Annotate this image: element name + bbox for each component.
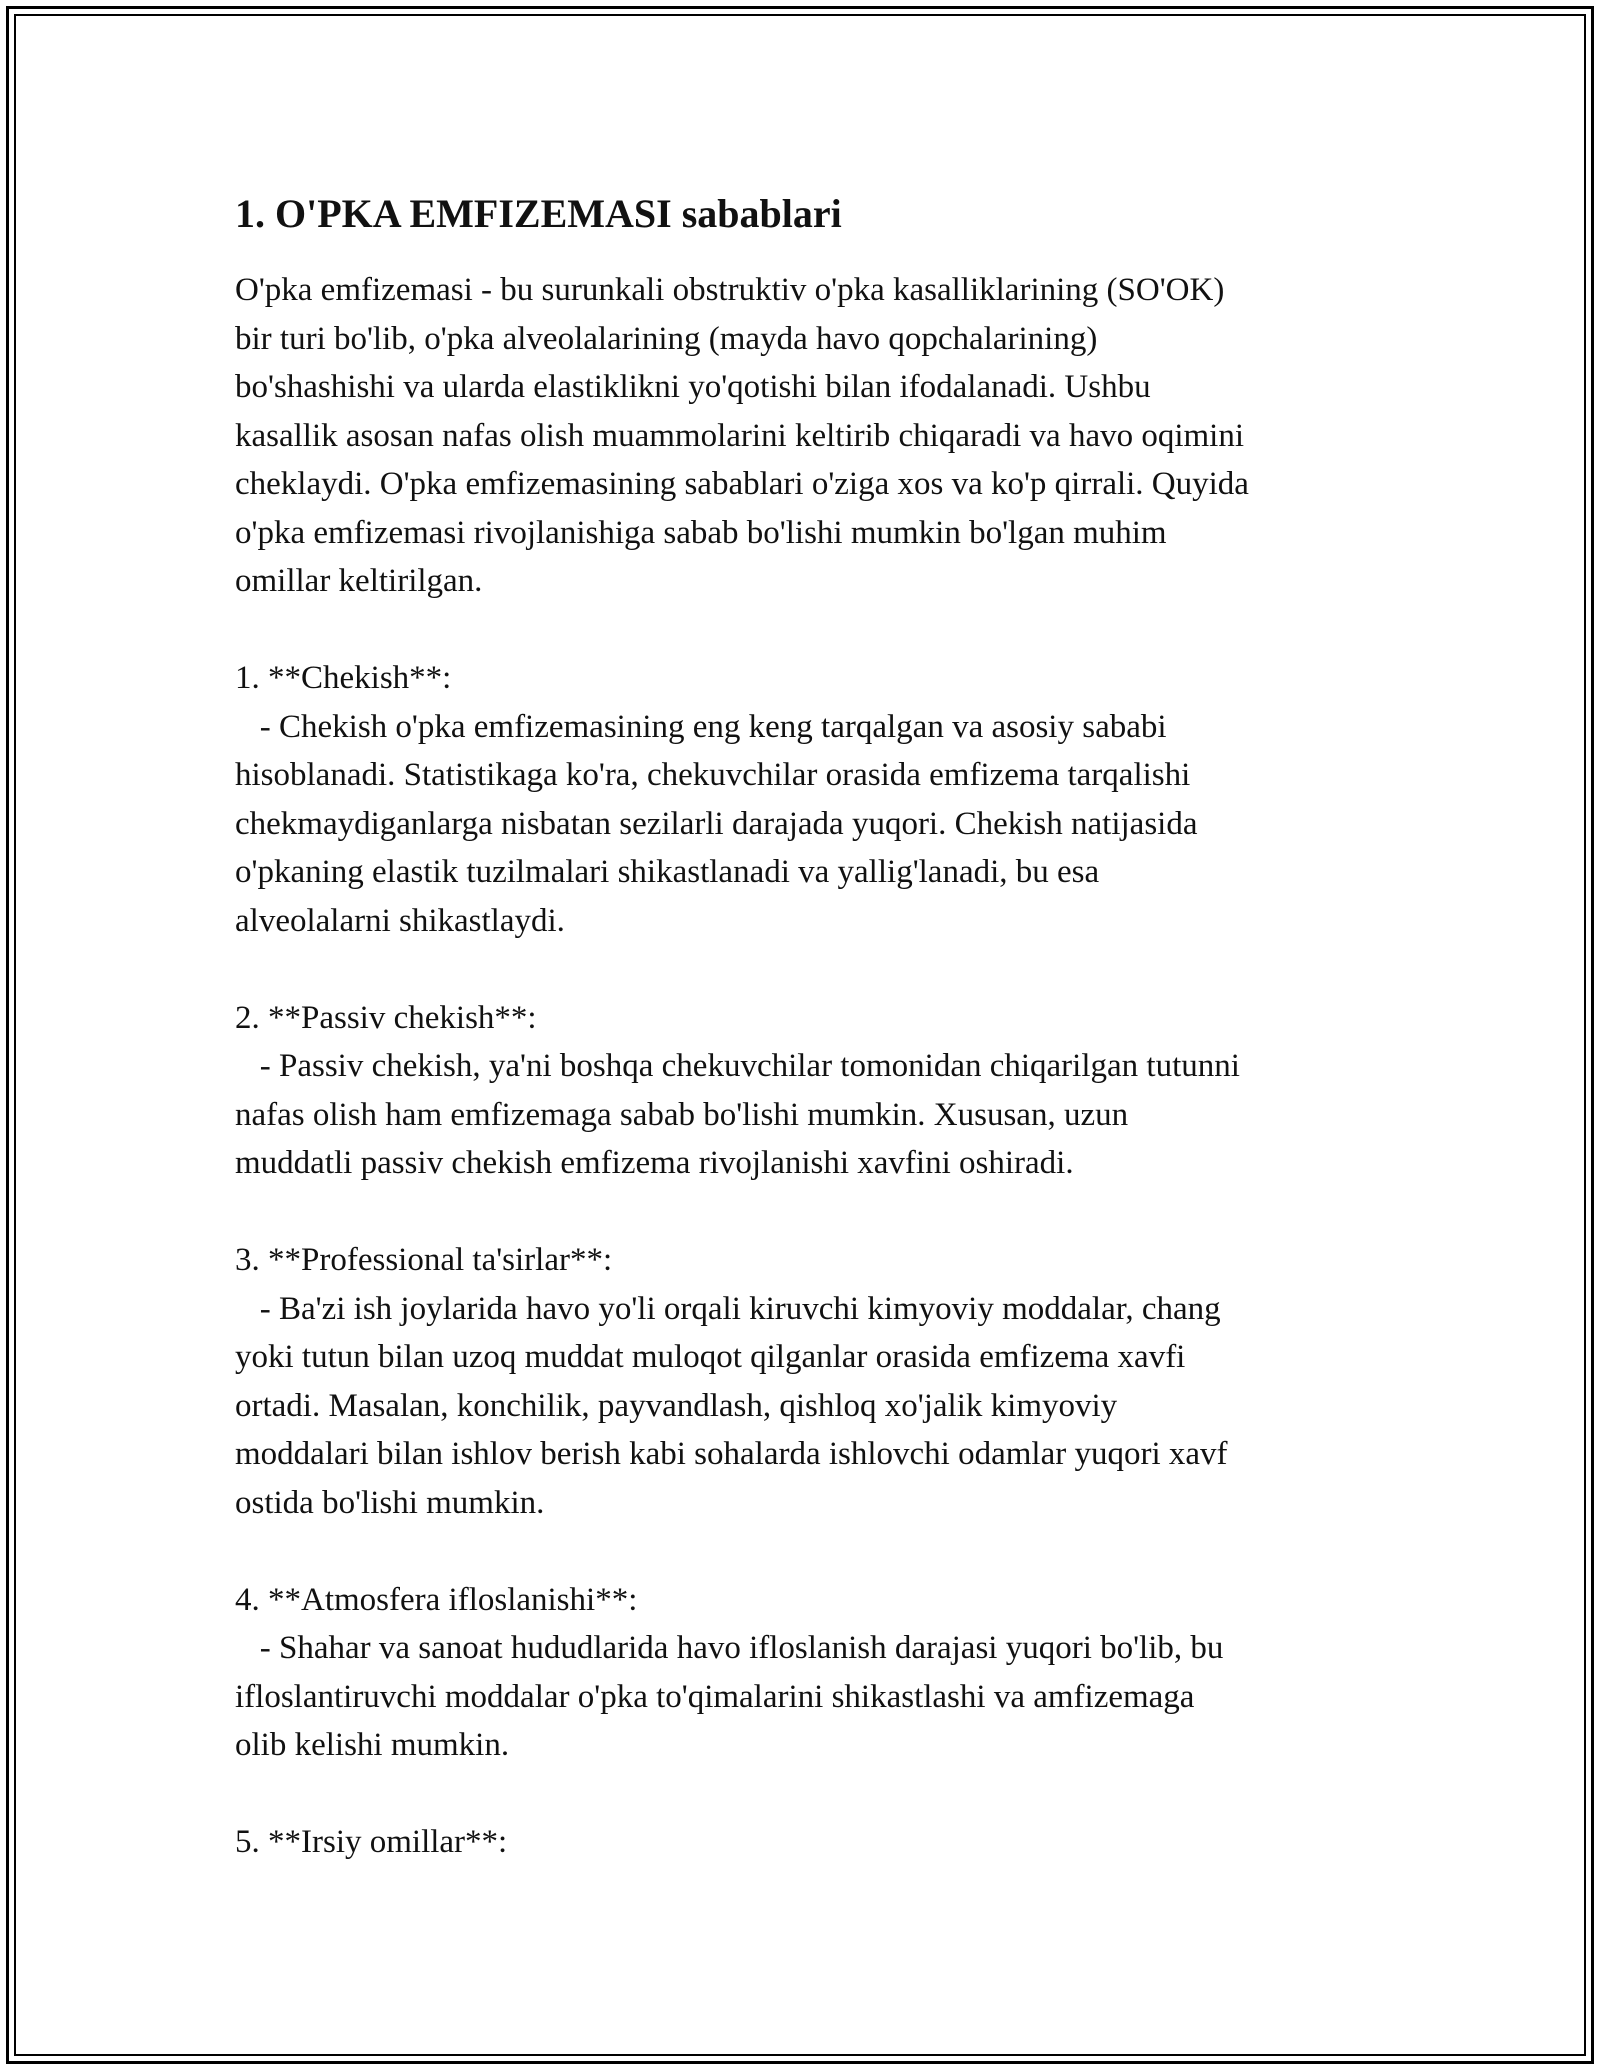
section-heading: 1. **Chekish**: xyxy=(235,660,452,696)
section-passive-smoking xyxy=(235,994,1385,1188)
section-body: - Shahar va sanoat hududlarida havo ifloslanish darajasi yuqori bo'lib, bu ifloslantiruvchi moddalar o'pka to'qimalarini shikastlashi va amfizemaga olib kelishi mumkin. xyxy=(235,1630,1224,1763)
document-body xyxy=(235,184,1385,1867)
section-air-pollution xyxy=(235,1576,1385,1770)
section-body: - Chekish o'pka emfizemasining eng keng tarqalgan va asosiy sababi hisoblanadi. Statistikaga ko'ra, chekuvchilar orasida emfizema tarqalishi chekmaydiganlarga nisbatan sezilarli darajada yuqori. Chekish natijasida o'pkaning elastik tuzilmalari shikastlanadi va yallig'lanadi, bu esa alveolalarni shikastlaydi. xyxy=(235,708,1198,939)
section-heading: 5. **Irsiy omillar**: xyxy=(235,1824,508,1860)
document-title: 1. O'PKA EMFIZEMASI sabablari xyxy=(235,191,842,236)
section-body: - Passiv chekish, ya'ni boshqa chekuvchilar tomonidan chiqarilgan tutunni nafas olish ham emfizemaga sabab bo'lishi mumkin. Xususan, uzun muddatli passiv chekish emfizema rivojlanishi xavfini oshiradi. xyxy=(235,1048,1240,1181)
section-smoking xyxy=(235,654,1385,945)
section-hereditary-factors xyxy=(235,1818,1385,1867)
section-body: - Ba'zi ish joylarida havo yo'li orqali kiruvchi kimyoviy moddalar, chang yoki tutun bilan uzoq muddat muloqot qilganlar orasida emfizema xavfi ortadi. Masalan, konchilik, payvandlash, qishloq xo'jalik kimyoviy moddalari bilan ishlov berish kabi sohalarda ishlovchi odamlar yuqori xavf ostida bo'lishi mumkin. xyxy=(235,1290,1228,1521)
section-professional-exposure xyxy=(235,1236,1385,1527)
section-heading: 3. **Professional ta'sirlar**: xyxy=(235,1242,613,1278)
section-heading: 4. **Atmosfera ifloslanishi**: xyxy=(235,1581,638,1618)
intro-paragraph: O'pka emfizemasi - bu surunkali obstruktiv o'pka kasalliklarining (SO'OK) bir turi bo'lib, o'pka alveolalarining (mayda havo qopchalarining) bo'shashishi va ularda elastiklikni yo'qotishi bilan ifodalanadi. Ushbu kasallik asosan nafas olish muammolarini keltirib chiqaradi va havo oqimini cheklaydi. O'pka emfizemasining sabablari o'ziga xos va ko'p qirrali. Quyida o'pka emfizemasi rivojlanishiga sabab bo'lishi mumkin bo'lgan muhim omillar keltirilgan. xyxy=(235,272,1249,599)
section-heading: 2. **Passiv chekish**: xyxy=(235,999,537,1036)
